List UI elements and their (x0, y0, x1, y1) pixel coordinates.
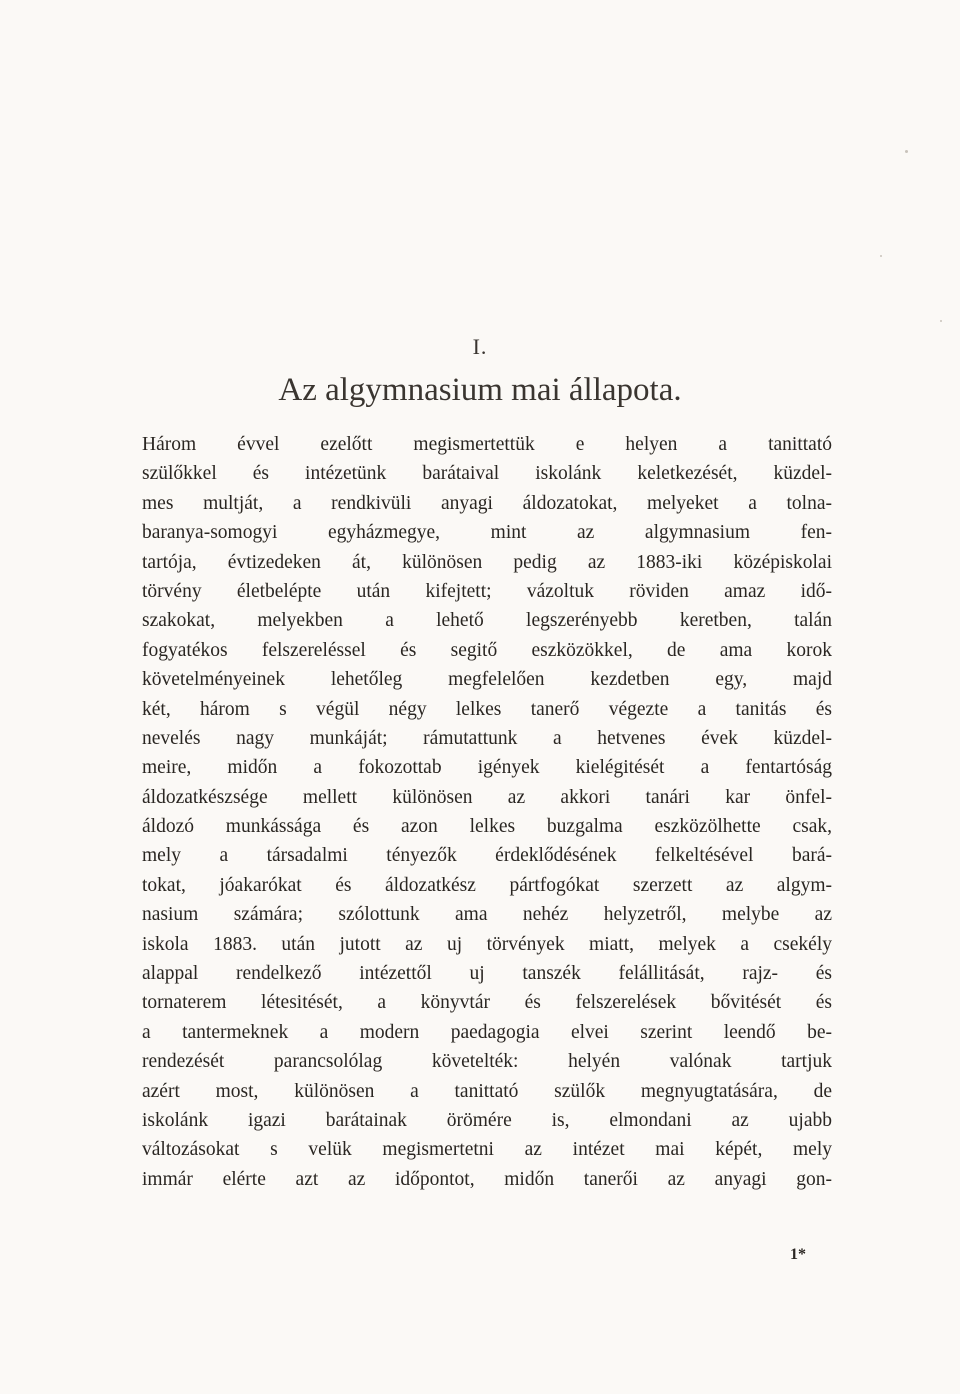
text-line: változásokat s velük megismertetni az intézet mai képét, mely (142, 1139, 832, 1161)
text-line: áldozó munkássága és azon lelkes buzgalma eszközölhette csak, (142, 816, 832, 838)
paper-speck (940, 320, 942, 322)
text-line: Három évvel ezelőtt megismertettük e helyen a tanittató (142, 434, 832, 455)
text-line: nasium számára; szólottunk ama nehéz helyzetről, melybe az (142, 904, 832, 926)
chapter-title: Az algymnasium mai állapota. (278, 372, 682, 408)
text-line: követelményeinek lehetőleg megfelelően kezdetben egy, majd (142, 669, 832, 691)
text-line: iskolánk igazi barátainak örömére is, elmondani az ujabb (142, 1109, 832, 1131)
text-line: immár elérte azt az időpontot, midőn tanerői az anyagi gon- (142, 1168, 832, 1190)
text-line: áldozatkészsége mellett különösen az akkori tanári kar önfel- (142, 786, 832, 808)
text-line: iskola 1883. után jutott az uj törvények miatt, melyek a csekély (142, 933, 832, 955)
text-line: azért most, különösen a tanittató szülők megnyugtatására, de (142, 1080, 832, 1102)
text-line: fogyatékos felszereléssel és segitő eszközökkel, de ama korok (142, 639, 832, 661)
paper-speck (880, 255, 882, 257)
chapter-number: I. (472, 334, 488, 359)
text-line: mes multját, a rendkivüli anyagi áldozatokat, melyeket a tolna- (142, 492, 832, 514)
text-line: alappal rendelkező intézettől uj tanszék felállitását, rajz- és (142, 963, 832, 985)
text-line: a tantermeknek a modern paedagogia elvei szerint leendő be- (142, 1021, 832, 1043)
text-line: tokat, jóakarókat és áldozatkész pártfogókat szerzett az algym- (142, 874, 832, 896)
text-line: meire, midőn a fokozottab igények kielégitését a fentartóság (142, 757, 832, 779)
text-line: baranya-somogyi egyházmegye, mint az algymnasium fen- (142, 522, 832, 544)
text-line: rendezését parancsolólag követelték: helyén valónak tartjuk (142, 1051, 832, 1073)
text-line: törvény életbelépte után kifejtett; vázoltuk röviden amaz idő- (142, 580, 832, 602)
text-line: két, három s végül négy lelkes tanerő végezte a tanitás és (142, 698, 832, 720)
text-line: szülőkkel és intézetünk barátaival iskolánk keletkezését, küzdel- (142, 463, 832, 485)
signature-mark: 1* (790, 1246, 806, 1263)
text-line: tartója, évtizedeken át, különösen pedig az 1883-iki középiskolai (142, 551, 832, 573)
body-paragraph (142, 430, 832, 1194)
text-line: tornaterem létesitését, a könyvtár és felszerelések bővitését és (142, 992, 832, 1014)
text-line: nevelés nagy munkáját; rámutattunk a hetvenes évek küzdel- (142, 727, 832, 749)
text-line: szakokat, melyekben a lehető legszerényebb keretben, talán (142, 610, 832, 632)
paper-speck (905, 150, 908, 153)
text-line: mely a társadalmi tényezők érdeklődésének felkeltésével bará- (142, 845, 832, 867)
